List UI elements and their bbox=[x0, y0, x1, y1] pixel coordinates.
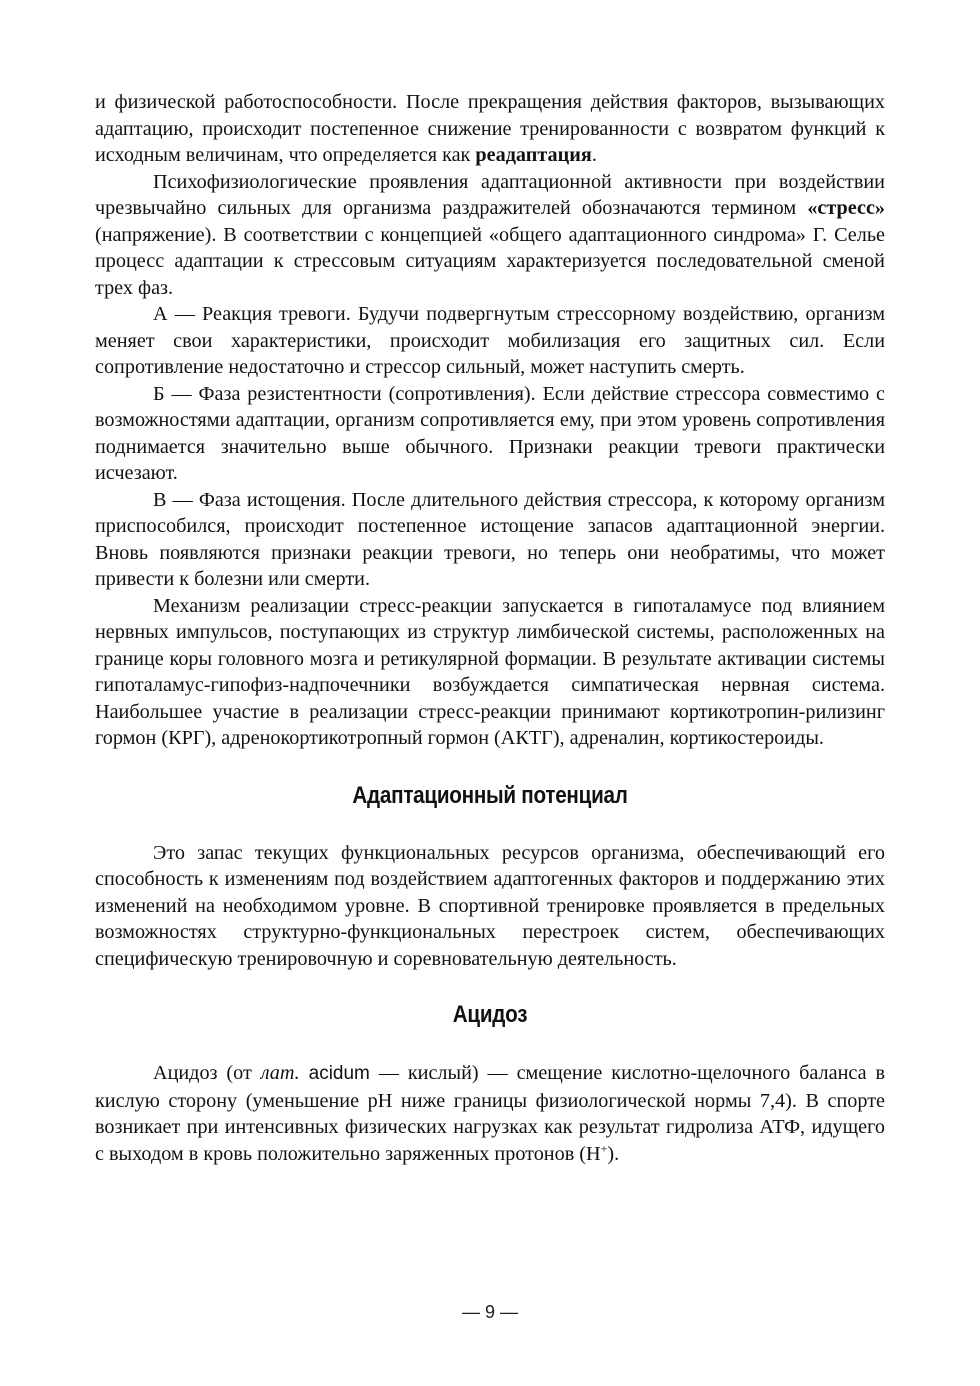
paragraph-acidosis: Ацидоз (от лат. acidum — кислый) — смещение кислотно-щелочного баланса в кислую сторону (уменьшение рН ниже границы физиологической нормы 7,4). В спорте возникает при интенсивных физических нагрузках как результат гидролиза АТФ, идущего с выходом в кровь положительно заряженных протонов (Н+). bbox=[95, 1062, 885, 1165]
heading-adaptation-potential: Адаптационный потенциал bbox=[352, 781, 628, 809]
latin-abbrev: лат. bbox=[260, 1062, 300, 1084]
paragraph-mechanism: Механизм реализации стресс-реакции запускается в гипоталамусе под влиянием нервных импульсов, поступающих из структур лимбической системы, расположенных на границе коры головного мозга и ретикулярной формации. В результате активации системы гипоталамус-гипофиз-надпочечники возбуждается симпатическая нервная система. Наибольшее участие в реализации стресс-реакции принимают кортикотропин-рилизинг гормон (КРГ), адренокортикотропный гормон (АКТГ), адреналин, кортикостероиды. bbox=[95, 594, 885, 749]
paragraph-stress: Психофизиологические проявления адаптационной активности при воздействии чрезвычайно сильных для организма раздражителей обозначаются термином «стресс» (напряжение). В соответствии с концепцией «общего адаптационного синдрома» Г. Селье процесс адаптации к стрессовым ситуациям характеризуется последовательной сменой трех фаз. bbox=[95, 170, 885, 299]
superscript-plus: + bbox=[600, 1140, 608, 1155]
paragraph-phase-a: А — Реакция тревоги. Будучи подвергнутым стрессорному воздействию, организм меняет свои характеристики, происходит мобилизация его защитных сил. Если сопротивление недостаточно и стрессор сильный, может наступить смерть. bbox=[95, 303, 885, 378]
paragraph-phase-b: Б — Фаза резистентности (сопротивления). Если действие стрессора совместимо с возможностями адаптации, организм сопротивляется ему, при этом уровень сопротивления поднимается значительно выше обычного. Признаки реакции тревоги практически исчезают. bbox=[95, 382, 885, 484]
paragraph-adaptation-potential: Это запас текущих функциональных ресурсов организма, обеспечивающий его способность к изменениям под воздействием адаптогенных факторов и поддержанию этих изменений на необходимом уровне. В спортивной тренировке проявляется в предельных возможностях структурно-функциональных перестроек систем, обеспечивающих специфическую тренировочную и соревновательную деятельность. bbox=[95, 841, 885, 970]
paragraph-readaptation: и физической работоспособности. После прекращения действия факторов, вызывающих адаптацию, происходит постепенное снижение тренированности с возвратом функций к исходным величинам, что определяется как реадаптация. bbox=[95, 91, 885, 166]
term-stress: «стресс» bbox=[807, 197, 885, 219]
term-readaptation: реадаптация bbox=[475, 144, 592, 166]
heading-acidosis: Ацидоз bbox=[452, 1001, 528, 1028]
latin-word: acidum bbox=[308, 1063, 370, 1084]
paragraph-phase-c: В — Фаза истощения. После длительного действия стрессора, к которому организм приспособился, происходит постепенное истощение запасов адаптационной энергии. Вновь появляются признаки реакции тревоги, но теперь они необратимы, что может привести к болезни или смерти. bbox=[95, 488, 885, 590]
page-number: — 9 — bbox=[461, 1302, 518, 1322]
